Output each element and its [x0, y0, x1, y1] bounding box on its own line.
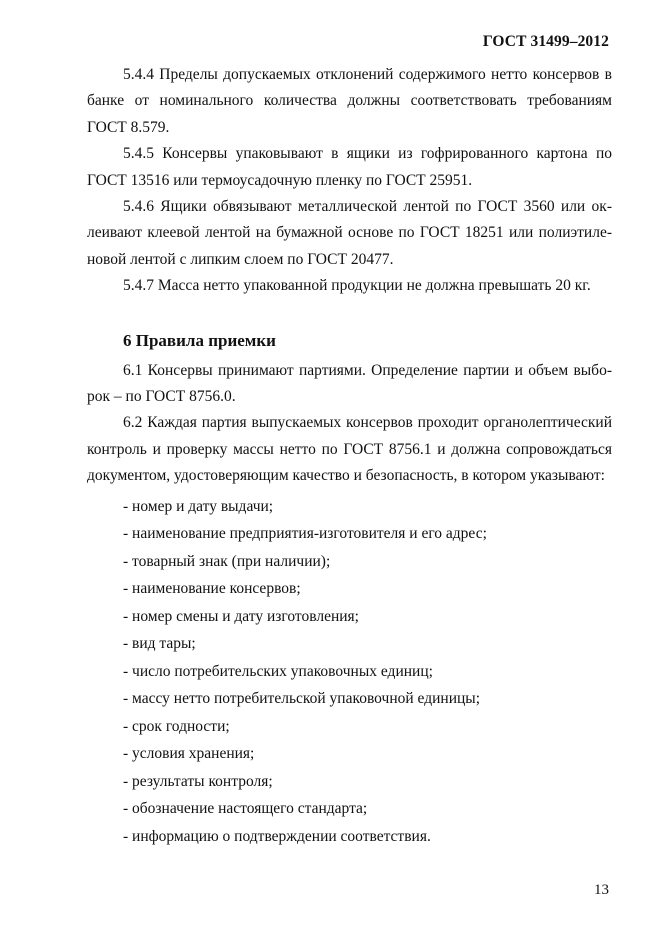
- paragraph-5-4-7: 5.4.7 Масса нетто упакованной продукции не должна превышать 20 кг.: [123, 277, 591, 295]
- paragraph-6-1: 6.1 Консервы принимают партиями. Определение партии и объем выборок – по ГОСТ 8756.0.: [87, 361, 612, 406]
- list-item: - номер и дату выдачи;: [123, 497, 274, 515]
- paragraph-5-4-6: 5.4.6 Ящики обвязывают металлической лентой по ГОСТ 3560 или оклеивают клеевой лентой на бумажной основе по ГОСТ 18251 или полиэтиленовой лентой с липким слоем по ГОСТ 20477.: [87, 198, 612, 268]
- page-number: 13: [594, 882, 609, 898]
- list-item: - информацию о подтверждении соответствия.: [123, 827, 431, 845]
- list-item: - массу нетто потребительской упаковочной единицы;: [123, 690, 481, 708]
- list-item: - вид тары;: [123, 635, 196, 653]
- list-item: - число потребительских упаковочных единиц;: [123, 662, 433, 680]
- list-item: - срок годности;: [123, 717, 230, 735]
- document-body: [87, 62, 612, 850]
- document-standard-header: ГОСТ 31499–2012: [482, 33, 609, 50]
- list-item: - наименование предприятия-изготовителя и его адрес;: [123, 525, 487, 543]
- list-item: - обозначение настоящего стандарта;: [123, 800, 368, 818]
- list-item: - наименование консервов;: [123, 580, 301, 598]
- list-item: - условия хранения;: [123, 745, 255, 763]
- paragraph-6-2: 6.2 Каждая партия выпускаемых консервов проходит органолептический контроль и проверку массы нетто по ГОСТ 8756.1 и должна сопровождаться документом, удостоверяющим качество и безопасность, в котором указывают:: [87, 414, 612, 485]
- list-item: - результаты контроля;: [123, 772, 273, 790]
- list-item: - товарный знак (при наличии);: [123, 552, 331, 570]
- section-6-title: 6 Правила приемки: [123, 330, 276, 350]
- list-item: - номер смены и дату изготовления;: [123, 607, 359, 625]
- paragraph-5-4-5: 5.4.5 Консервы упаковывают в ящики из гофрированного картона по ГОСТ 13516 или термоусадочную пленку по ГОСТ 25951.: [87, 145, 612, 189]
- requirements-list: [87, 493, 612, 851]
- paragraph-5-4-4: 5.4.4 Пределы допускаемых отклонений содержимого нетто консервов в банке от номинального количества должны соответствовать требованиям ГОСТ 8.579.: [87, 66, 612, 136]
